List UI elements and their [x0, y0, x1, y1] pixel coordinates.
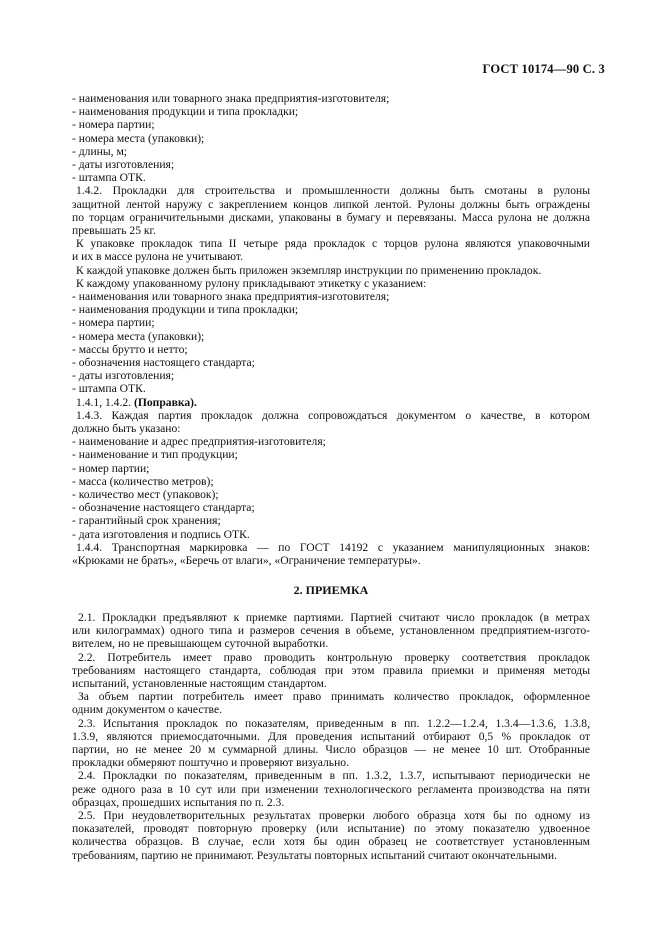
- text-line: 2.1. Прокладки предъявляют к приемке партиями. Партией считают число прокладок (в метрах: [78, 611, 590, 624]
- list-item: - длины, м;: [72, 144, 127, 158]
- page-header: ГОСТ 10174—90 С. 3: [482, 62, 605, 76]
- text-line: К упаковке прокладок типа II четыре ряда прокладок с торцов рулона являются упаковочными: [76, 237, 590, 251]
- text-line: защитной лентой наружу с закреплением концов липкой лентой. Рулоны должны быть ограждены: [72, 197, 590, 211]
- amendment-label: (Поправка).: [133, 395, 197, 409]
- list-item: - даты изготовления;: [72, 157, 175, 171]
- marking-list-1: [72, 92, 590, 184]
- amendment-line: [72, 396, 590, 409]
- text-line: 2.3. Испытания прокладок по показателям, приведенным в пп. 1.2.2—1.2.4, 1.3.4—1.3.6, 1.3.8,: [78, 716, 590, 730]
- paragraph-2-1: [72, 611, 590, 651]
- text-line: испытаний, установленные настоящим стандартом.: [72, 676, 327, 690]
- text-line: 1.4.2. Прокладки для строительства и промышленности должны быть смотаны в рулоны: [76, 184, 590, 198]
- text-line: К каждой упаковке должен быть приложен экземпляр инструкции по применению прокладок.: [76, 263, 542, 277]
- paragraph-2-3: [72, 717, 590, 770]
- text-line: одним документом о качестве.: [72, 703, 222, 717]
- text-line: 1.4.4. Транспортная маркировка — по ГОСТ 14192 с указанием манипуляционных знаков:: [76, 540, 590, 554]
- text-line: 1.3.9, являются приемосдаточными. Для проведения испытаний отбирают 0,5 % прокладок от: [72, 729, 590, 743]
- text-line: превышать 25 кг.: [72, 223, 156, 237]
- list-item: - номер партии;: [72, 461, 150, 475]
- text-line: требованиям настоящего стандарта, соблюдая при этом правила приемки и применяя методы: [72, 663, 590, 677]
- paragraph-2-2: [72, 651, 590, 691]
- text-line: К каждому упакованному рулону прикладывают этикетку с указанием:: [76, 276, 427, 290]
- list-item: - количество мест (упаковок);: [72, 487, 219, 501]
- amendment-ref: 1.4.1, 1.4.2.: [76, 395, 132, 409]
- paragraph-2-5: [72, 809, 590, 862]
- text-line: требованиям, партию не принимают. Результаты повторных испытаний считают окончательными.: [72, 848, 558, 862]
- paragraph-2-4: [72, 769, 590, 809]
- list-item: - масса (количество метров);: [72, 474, 214, 488]
- paragraph-type-ii: [72, 237, 590, 263]
- text-line: образцах, прошедших испытания по п. 2.3.: [72, 795, 285, 809]
- text-line: реже одного раза в 10 сут или при изменении технологического регламента производства на пяти: [72, 782, 590, 796]
- list-item: - наименования или товарного знака предприятия-изготовителя;: [72, 92, 390, 105]
- marking-list-2: [72, 290, 590, 396]
- text-line: и их в массе рулона не учитывают.: [72, 250, 244, 264]
- list-item: - наименование и тип продукции;: [72, 448, 238, 462]
- list-item: - наименования или товарного знака предприятия-изготовителя;: [72, 290, 390, 303]
- text-line: показателей, проводят повторную проверку (или испытание) по этому показателю удвоенное: [72, 822, 590, 836]
- section-title: 2. ПРИЕМКА: [293, 583, 369, 597]
- list-item: - массы брутто и нетто;: [72, 342, 188, 356]
- text-line: количества образцов. В случае, если хотя бы один образец не соответствует установленным: [72, 835, 590, 849]
- paragraph-1-4-4: [72, 541, 590, 567]
- text-line: партии, но не менее 20 м суммарной длины. Число образцов — не менее 10 шт. Отобранные: [72, 742, 590, 756]
- paragraph-1-4-3: [72, 409, 590, 435]
- text-line: 2.2. Потребитель имеет право проводить контрольную проверку соответствия прокладок: [78, 650, 590, 664]
- list-item: - штампа ОТК.: [72, 382, 146, 396]
- quality-document-list: [72, 435, 590, 541]
- text-line: «Крюками не брать», «Беречь от влаги», «Ограничение температуры».: [72, 553, 421, 567]
- list-item: - наименования продукции и типа прокладки;: [72, 303, 299, 317]
- paragraph-instruction: [72, 264, 590, 290]
- text-line: по торцам ограничительными дисками, упакованы в бумагу и перевязаны. Масса рулона не должна: [72, 210, 590, 224]
- paragraph-1-4-2: [72, 184, 590, 237]
- list-item: - номера партии;: [72, 316, 155, 330]
- list-item: - штампа ОТК.: [72, 171, 146, 185]
- text-line: прокладки обмеряют поштучно и проверяют визуально.: [72, 756, 349, 770]
- list-item: - гарантийный срок хранения;: [72, 514, 221, 528]
- text-line: или килограммах) одного типа и размеров сечения в объеме, установленном предприятием-изгото-: [72, 624, 590, 638]
- text-line: вителем, но не превышающем суточной выработки.: [72, 637, 329, 651]
- text-line: За объем партии потребитель имеет право принимать количество прокладок, оформленное: [78, 690, 590, 704]
- list-item: - обозначение настоящего стандарта;: [72, 501, 255, 515]
- list-item: - дата изготовления и подпись ОТК.: [72, 527, 250, 541]
- text-line: должно быть указано:: [72, 421, 181, 435]
- list-item: - наименования продукции и типа прокладки;: [72, 105, 299, 119]
- text-line: 2.4. Прокладки по показателям, приведенным в пп. 1.3.2, 1.3.7, испытывают периодически не: [78, 769, 590, 783]
- text-line: 2.5. При неудовлетворительных результатах проверки любого образца хотя бы по одному из: [78, 809, 590, 822]
- list-item: - наименование и адрес предприятия-изготовителя;: [72, 435, 326, 449]
- list-item: - номера места (упаковки);: [72, 131, 205, 145]
- list-item: - номера партии;: [72, 118, 155, 132]
- text-line: 1.4.3. Каждая партия прокладок должна сопровождаться документом о качестве, в котором: [76, 408, 590, 422]
- list-item: - обозначения настоящего стандарта;: [72, 355, 255, 369]
- paragraph-2-2b: [72, 690, 590, 716]
- list-item: - номера места (упаковки);: [72, 329, 205, 343]
- list-item: - даты изготовления;: [72, 369, 175, 383]
